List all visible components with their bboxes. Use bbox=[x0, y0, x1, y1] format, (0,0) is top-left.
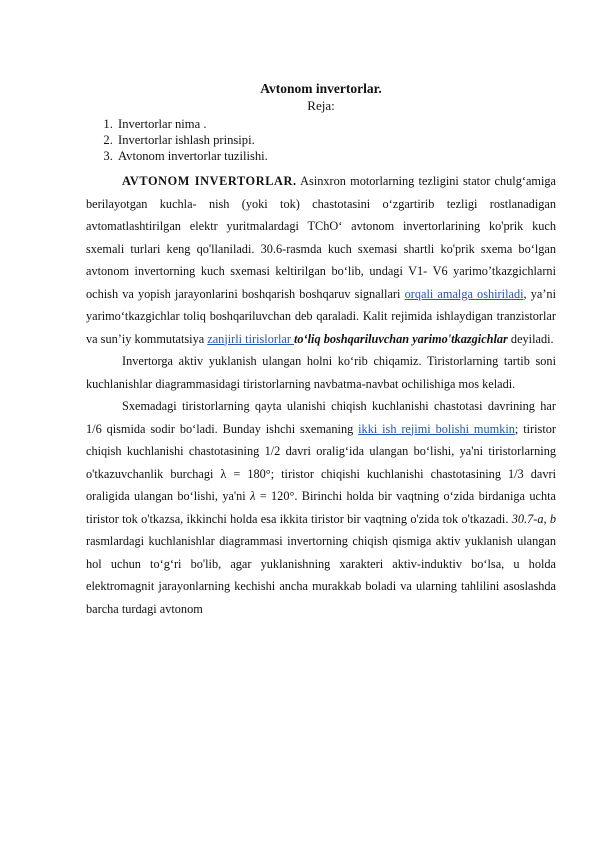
plan-heading: Reja: bbox=[307, 98, 335, 113]
plan-item: 2. Invertorlar ishlash prinsipi. bbox=[116, 132, 556, 148]
inline-link[interactable]: zanjirli tirislorlar bbox=[207, 331, 294, 346]
paragraph-text: = 120°. Birinchi holda bir vaqtning o‘zida birdaniga uchta tiristor tok o'tkazsa, ikkinchi holda esa ikkita tiristor bir vaqtning o'zida tok o'tkazadi. bbox=[86, 489, 556, 526]
section-lead: AVTONOM INVERTORLAR. bbox=[122, 174, 297, 188]
paragraph-modes bbox=[86, 395, 556, 620]
figure-reference: 30.7-a, b bbox=[511, 511, 556, 526]
paragraph-text: Sxemadagi tiristorlarning qayta ulanishi chiqish kuchlanishi chastotasi davrining har 1/6 qismida sodir bo‘ladi. Bunday ishchi sxemaning bbox=[86, 399, 556, 436]
paragraph-text: Asinxron motorlarning tezligini stator chulg‘amiga berilayotgan kuchla- nish (yoki tok) chastotasini o‘zgartirib tezligi rostlanadigan avtomatlashtirilgan elektr yuritmalardagi TChO‘ avtonom invertorlarining ko'prik kuch sxemali turlari keng qo'llaniladi. 30.6-rasmda kuch sxemasi shartli ko'prik sxema bo‘lgan avtonom invertorning kuch sxemasi keltirilgan bo‘lib, undagi V1- V6 yarimo’tkazgichlarni ochish va yopish jarayonlarini boshqarish boshqaruv signallari bbox=[86, 174, 556, 301]
paragraph-text: , ya’ni yarimo‘tkazgichlar toliq boshqariluvchan deb qaraladi. Kalit rejimida ishlaydigan tranzistorlar va sun’iy kommutatsiya bbox=[86, 286, 556, 346]
paragraph-load: Invertorga aktiv yuklanish ulangan holni ko‘rib chiqamiz. Tiristorlarning tartib soni kuchlanishlar diagrammasidagi tiristorlarning navbatma-navbat ochilishiga mos keladi. bbox=[86, 354, 556, 391]
lambda-symbol: λ bbox=[250, 489, 256, 503]
paragraph-intro bbox=[86, 170, 556, 350]
inline-link[interactable]: orqali amalga oshiriladi bbox=[404, 286, 524, 301]
document-title: Avtonom invertorlar. bbox=[260, 81, 382, 96]
paragraph-text: deyiladi. bbox=[507, 331, 554, 346]
plan-item: 1. Invertorlar nima . bbox=[116, 116, 556, 132]
plan-list bbox=[86, 116, 556, 164]
paragraph-text: ; tiristor chiqish kuchlanishi chastotasining 1/2 davri oralig‘ida ulangan bo‘lishi, ya'ni tiristorlarning o'tkazuvchanlik burchagi λ = 180°; tiristor chiqishi kuchlanishi chastotasining 1/3 davri oraligida ulangan bo‘lishi, ya'ni bbox=[86, 421, 556, 503]
paragraph-text: rasmlardagi kuchlanishlar diagrammasi invertorning chiqish qismiga aktiv yuklanish ulangan hol uchun to‘g‘ri bo'lib, agar yuklanishning xarakteri aktiv-induktiv bo‘lsa, u holda elektromagnit jarayonlarning kechishi ancha murakkab boladi va ularning tahlilini asoslashda barcha turdagi avtonom bbox=[86, 534, 556, 616]
emphasis-term: to‘liq boshqariluvchan yarimo'tkazgichlar bbox=[293, 331, 508, 346]
plan-item: 3. Avtonom invertorlar tuzilishi. bbox=[116, 148, 556, 164]
inline-link[interactable]: ikki ish rejimi bolishi mumkin bbox=[358, 421, 515, 436]
